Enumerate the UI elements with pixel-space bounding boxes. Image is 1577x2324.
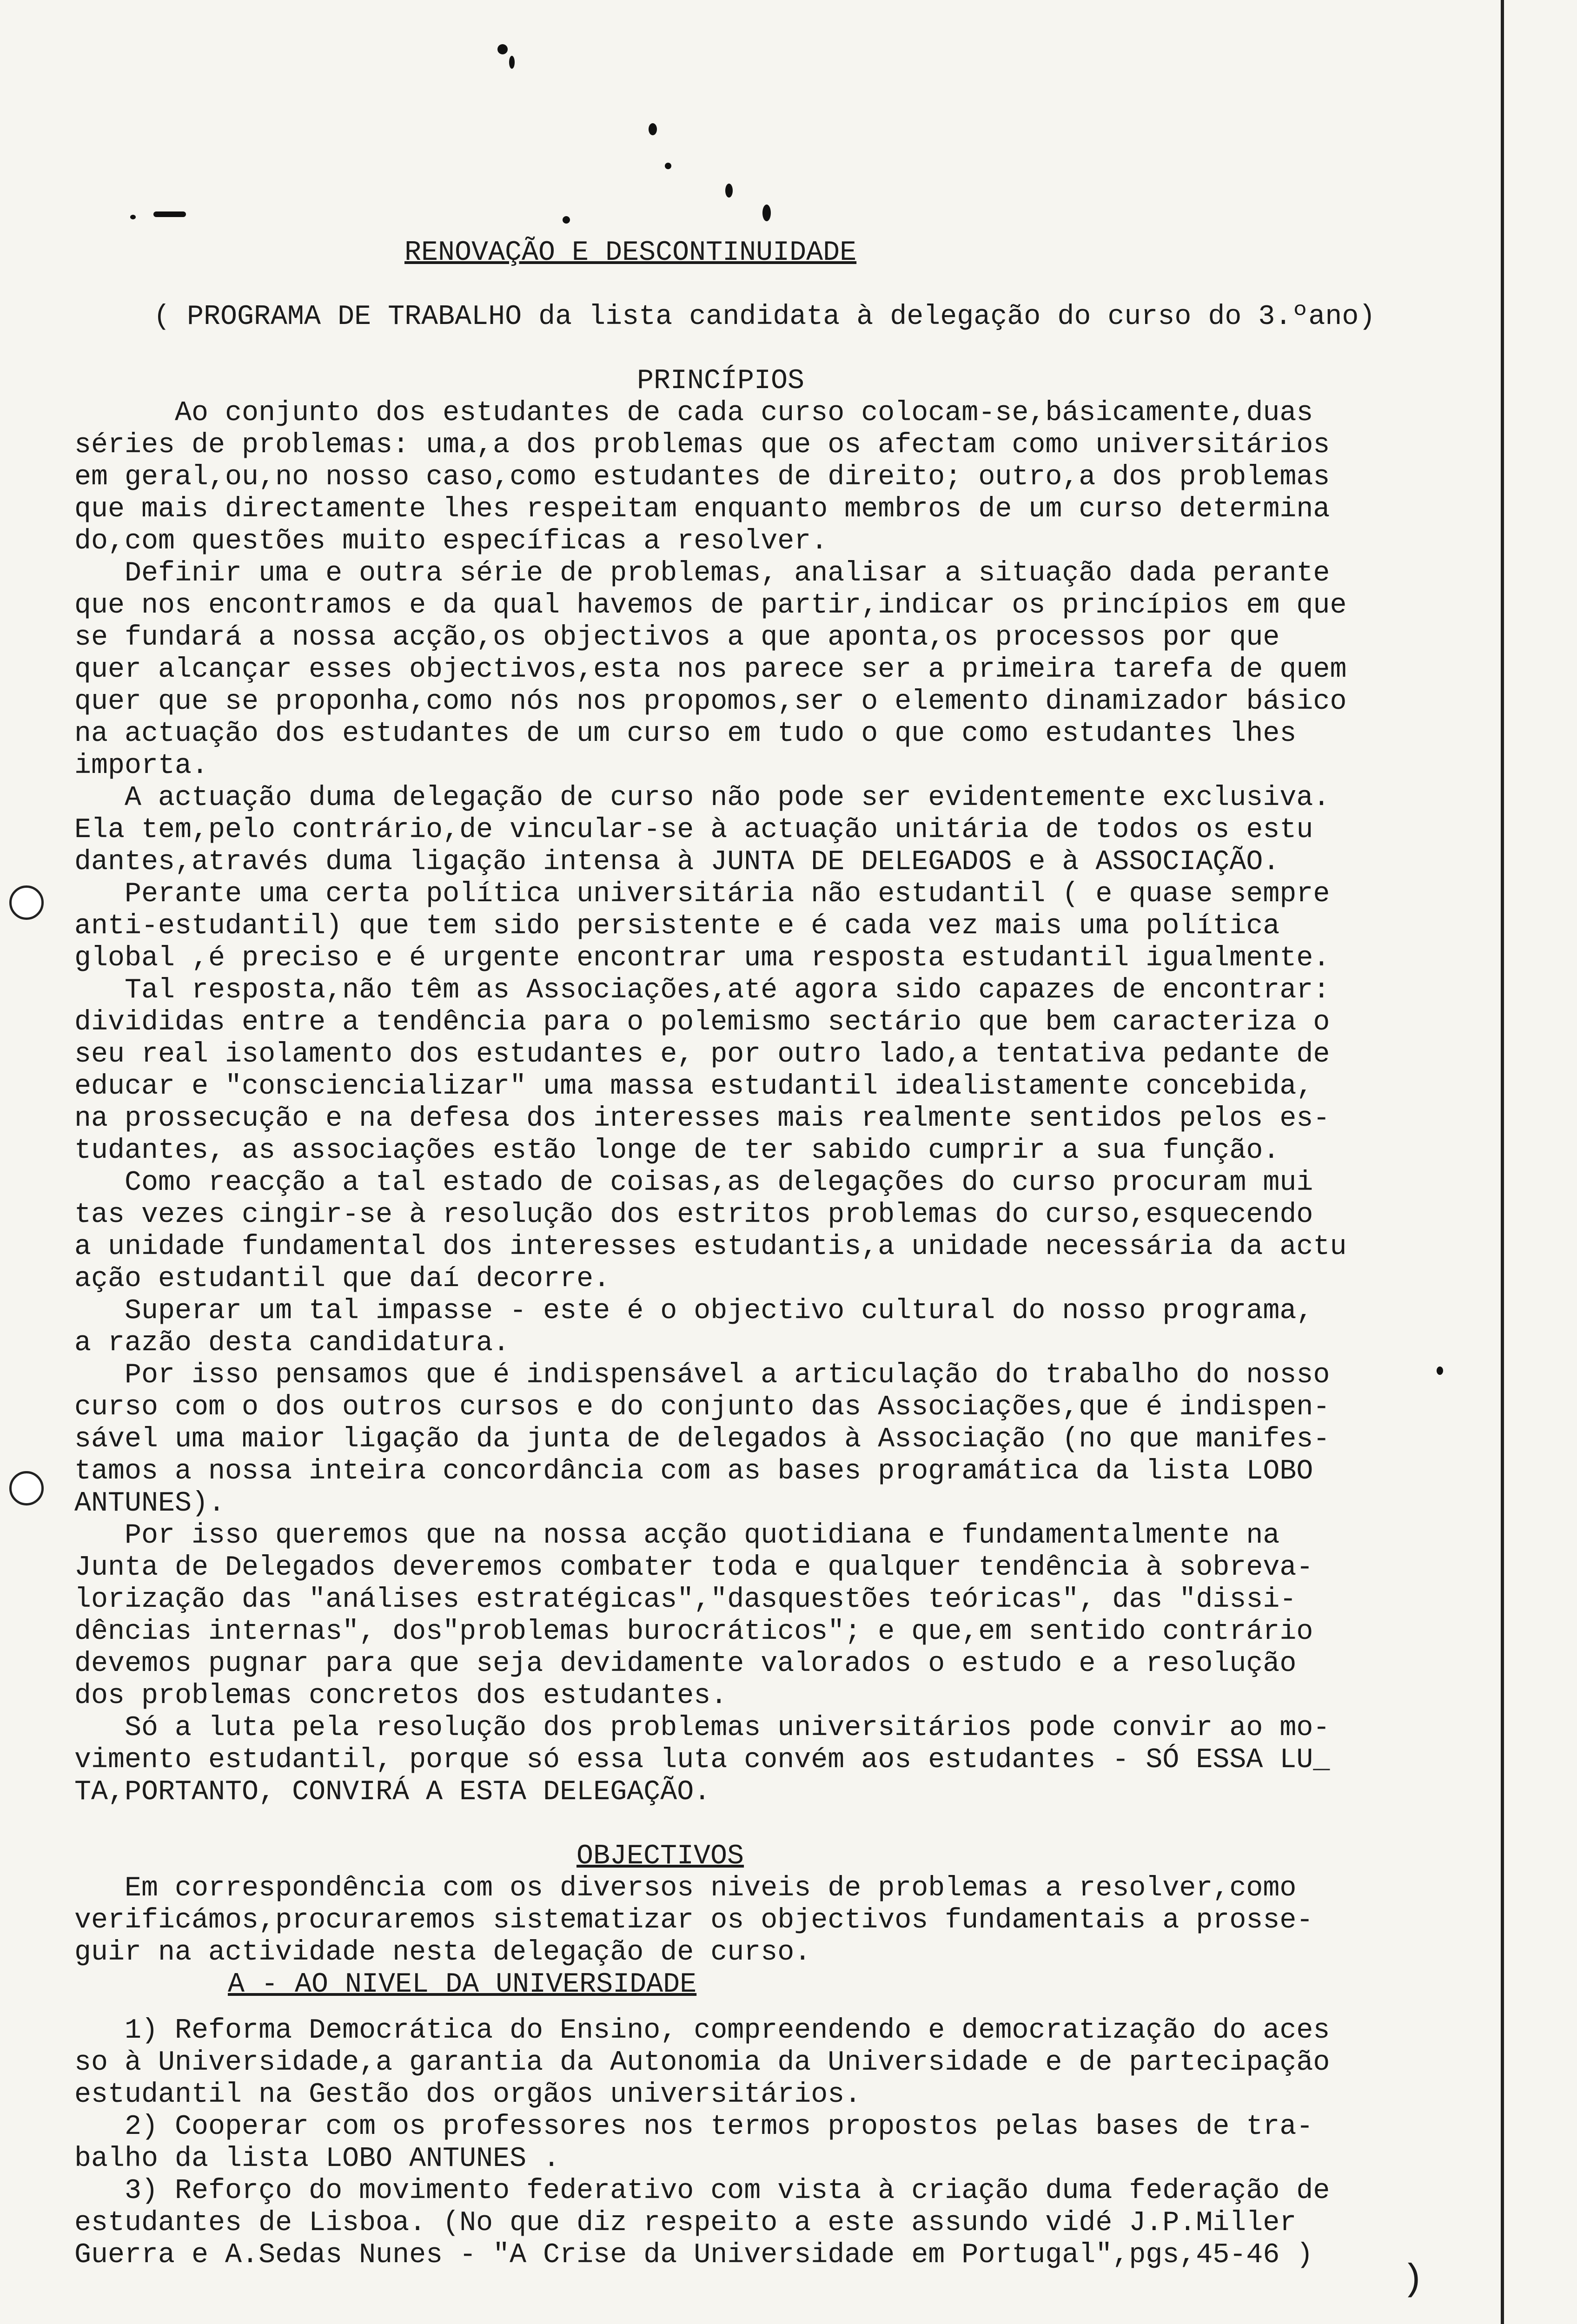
document-subtitle: ( PROGRAMA DE TRABALHO da lista candidata à delegação do curso do 3.ºano): [153, 301, 1376, 333]
ink-speck: [649, 123, 657, 135]
ink-speck: [509, 56, 515, 69]
document-body: [74, 237, 1497, 2271]
principios-line: seu real isolamento dos estudantes e, por outro lado,a tentativa pedante de: [74, 1039, 1330, 1070]
principios-line: quer alcançar esses objectivos,esta nos parece ser a primeira tarefa de quem: [74, 654, 1347, 686]
principios-line: dos problemas concretos dos estudantes.: [74, 1680, 728, 1712]
objectivos-item-line: so à Universidade,a garantia da Autonomia da Universidade e de partecipação: [74, 2047, 1330, 2079]
ink-speck: [762, 205, 771, 221]
principios-line: curso com o dos outros cursos e do conjunto das Associações,que é indispen-: [74, 1392, 1330, 1423]
principios-line: do,com questões muito específicas a resolver.: [74, 526, 828, 557]
principios-line: em geral,ou,no nosso caso,como estudantes de direito; outro,a dos problemas: [74, 462, 1330, 493]
principios-line: vimento estudantil, porque só essa luta convém aos estudantes - SÓ ESSA LU_: [74, 1744, 1330, 1776]
principios-line: global ,é preciso e é urgente encontrar uma resposta estudantil igualmente.: [74, 943, 1330, 974]
principios-line: a razão desta candidatura.: [74, 1327, 510, 1359]
principios-line: dantes,através duma ligação intensa à JUNTA DE DELEGADOS e à ASSOCIAÇÃO.: [74, 846, 1280, 878]
objectivos-line: verificámos,procuraremos sistematizar os objectivos fundamentais a prosse-: [74, 1905, 1313, 1936]
objectivos-item-line: estudantil na Gestão dos orgãos universitários.: [74, 2079, 861, 2111]
principios-line: que nos encontramos e da qual havemos de partir,indicar os princípios em que: [74, 590, 1347, 621]
principios-line: Como reacção a tal estado de coisas,as delegações do curso procuram mui: [74, 1167, 1313, 1199]
objectivos-item-line: 3) Reforço do movimento federativo com vista à criação duma federação de: [74, 2175, 1330, 2207]
principios-line: A actuação duma delegação de curso não pode ser evidentemente exclusiva.: [74, 782, 1330, 814]
principios-line: Por isso queremos que na nossa acção quotidiana e fundamentalmente na: [74, 1520, 1280, 1552]
principios-line: ação estudantil que daí decorre.: [74, 1263, 610, 1295]
principios-line: importa.: [74, 750, 209, 782]
principios-line: tudantes, as associações estão longe de ter sabido cumprir a sua função.: [74, 1135, 1280, 1167]
principios-line: divididas entre a tendência para o polemismo sectário que bem caracteriza o: [74, 1007, 1330, 1038]
principios-line: dências internas", dos"problemas burocráticos"; e que,em sentido contrário: [74, 1616, 1313, 1648]
objectivos-line: Em correspondência com os diversos niveis de problemas a resolver,como: [74, 1873, 1297, 1904]
principios-line: Superar um tal impasse - este é o objectivo cultural do nosso programa,: [74, 1295, 1313, 1327]
document-title: RENOVAÇÃO E DESCONTINUIDADE: [404, 237, 857, 269]
objectivos-heading: OBJECTIVOS: [576, 1841, 744, 1872]
principios-line: que mais directamente lhes respeitam enquanto membros de um curso determina: [74, 494, 1330, 525]
principios-line: Por isso pensamos que é indispensável a articulação do trabalho do nosso: [74, 1360, 1330, 1391]
objectivos-line: guir na actividade nesta delegação de curso.: [74, 1937, 811, 1968]
principios-line: tas vezes cingir-se à resolução dos estritos problemas do curso,esquecendo: [74, 1199, 1313, 1231]
principios-line: na prossecução e na defesa dos interesses mais realmente sentidos pelos es-: [74, 1103, 1330, 1135]
principios-line: Junta de Delegados deveremos combater toda e qualquer tendência à sobreva-: [74, 1552, 1313, 1584]
ink-speck: [665, 163, 671, 169]
ink-speck: [563, 216, 570, 224]
principios-line: lorização das "análises estratégicas","dasquestões teóricas", das "dissi-: [74, 1584, 1297, 1616]
punch-hole-lower: [9, 1471, 44, 1505]
principios-line: TA,PORTANTO, CONVIRÁ A ESTA DELEGAÇÃO.: [74, 1776, 711, 1808]
punch-hole-upper: [9, 885, 44, 920]
right-margin-rule: [1501, 0, 1504, 2324]
principios-line: se fundará a nossa acção,os objectivos a que aponta,os processos por que: [74, 622, 1280, 654]
principios-line: ANTUNES).: [74, 1488, 225, 1519]
principios-line: Ao conjunto dos estudantes de cada curso colocam-se,básicamente,duas: [74, 397, 1313, 429]
objectivos-item-line: 1) Reforma Democrática do Ensino, compreendendo e democratização do aces: [74, 2015, 1330, 2047]
objectivos-item-line: estudantes de Lisboa. (No que diz respeito a este assundo vidé J.P.Miller: [74, 2207, 1297, 2239]
principios-line: devemos pugnar para que seja devidamente valorados o estudo e a resolução: [74, 1648, 1297, 1680]
principios-line: quer que se proponha,como nós nos propomos,ser o elemento dinamizador básico: [74, 686, 1347, 718]
principios-line: Tal resposta,não têm as Associações,até agora sido capazes de encontrar:: [74, 975, 1330, 1006]
principios-line: Perante uma certa política universitária não estudantil ( e quase sempre: [74, 878, 1330, 910]
objectivos-item-line: Guerra e A.Sedas Nunes - "A Crise da Universidade em Portugal",pgs,45-46 ): [74, 2239, 1313, 2271]
principios-line: sável uma maior ligação da junta de delegados à Associação (no que manifes-: [74, 1424, 1330, 1455]
ink-speck: [725, 184, 733, 198]
principios-line: Só a luta pela resolução dos problemas universitários pode convir ao mo-: [74, 1712, 1330, 1744]
objectivos-item-line: balho da lista LOBO ANTUNES .: [74, 2143, 560, 2175]
ink-speck: [497, 44, 508, 54]
section-a-heading: A - AO NIVEL DA UNIVERSIDADE: [228, 1969, 697, 2000]
ink-speck: [153, 211, 186, 217]
principios-line: anti-estudantil) que tem sido persistente e é cada vez mais uma política: [74, 911, 1280, 942]
principios-line: Ela tem,pelo contrário,de vincular-se à actuação unitária de todos os estu: [74, 814, 1313, 846]
principios-heading: PRINCÍPIOS: [637, 365, 805, 397]
principios-line: na actuação dos estudantes de um curso em tudo o que como estudantes lhes: [74, 718, 1297, 750]
principios-line: séries de problemas: uma,a dos problemas que os afectam como universitários: [74, 429, 1330, 461]
principios-line: a unidade fundamental dos interesses estudantis,a unidade necessária da actu: [74, 1231, 1347, 1263]
objectivos-item-line: 2) Cooperar com os professores nos termos propostos pelas bases de tra-: [74, 2111, 1313, 2143]
principios-line: tamos a nossa inteira concordância com as bases programática da lista LOBO: [74, 1456, 1313, 1487]
principios-line: Definir uma e outra série de problemas, analisar a situação dada perante: [74, 558, 1330, 589]
ink-speck: [130, 215, 136, 219]
closing-bracket-mark: ): [1402, 2259, 1425, 2301]
principios-line: educar e "consciencializar" uma massa estudantil idealistamente concebida,: [74, 1071, 1313, 1103]
